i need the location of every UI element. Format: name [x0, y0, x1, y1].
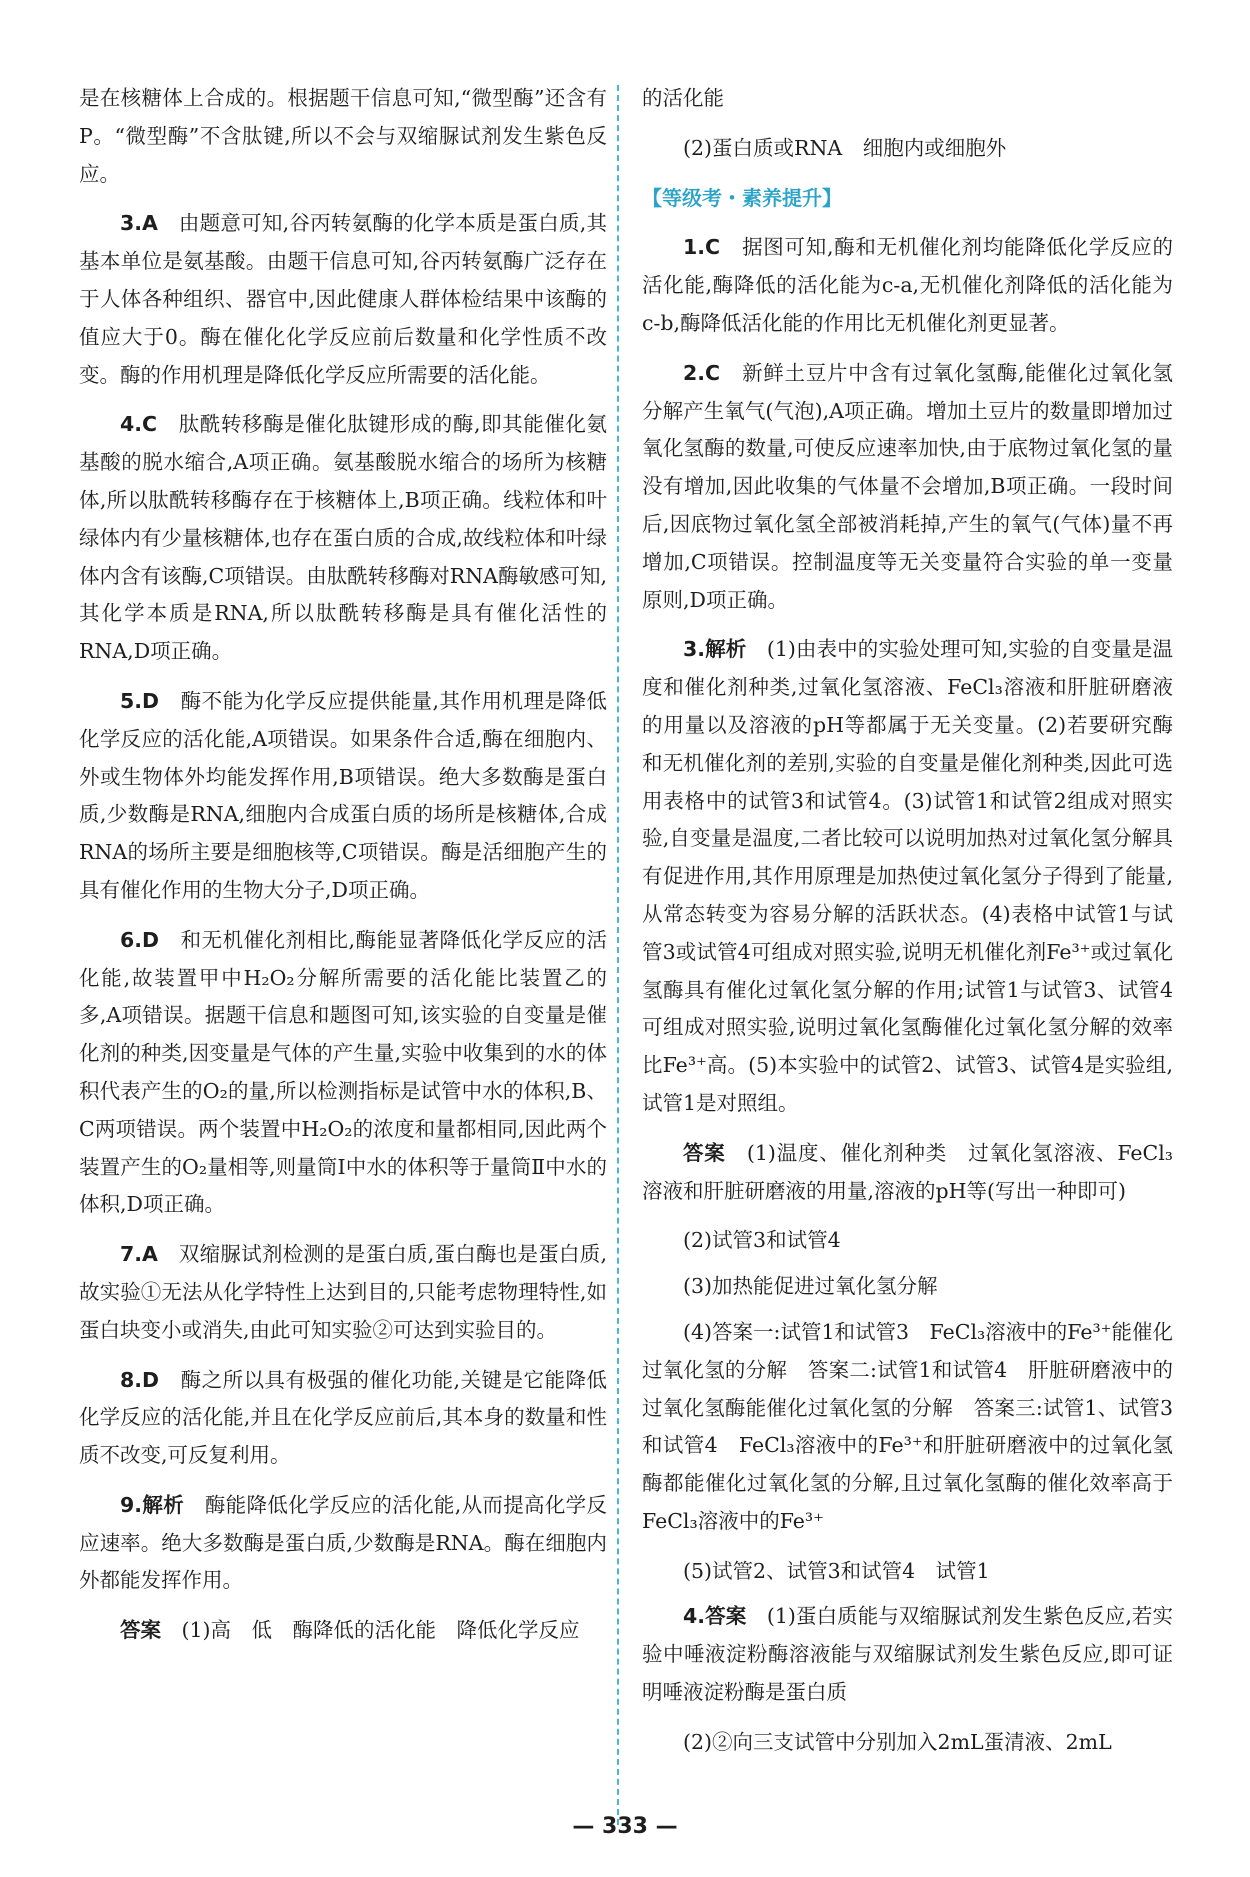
answer-paragraph: [79, 1487, 607, 1600]
section-heading: 【等级考・素养提升】: [642, 185, 842, 210]
column-divider: [617, 85, 619, 1825]
answer-paragraph: [642, 1598, 1173, 1711]
answer-paragraph: [642, 80, 1173, 118]
answer-paragraph: [79, 1612, 607, 1650]
question-number: 3.解析: [683, 637, 747, 662]
answer-paragraph: [79, 1362, 607, 1475]
answer-text: 由题意可知,谷丙转氨酶的化学本质是蛋白质,其基本单位是氨基酸。由题干信息可知,谷丙转氨酶广泛存在于人体各种组织、器官中,因此健康人群体检结果中该酶的值应大于0。酶在催化化学反应前后数量和化学性质不改变。酶的作用机理是降低化学反应所需要的活化能。: [79, 211, 607, 387]
answer-paragraph: [642, 130, 1173, 168]
answer-text: 双缩脲试剂检测的是蛋白质,蛋白酶也是蛋白质,故实验①无法从化学特性上达到目的,只能考虑物理特性,如蛋白块变小或消失,由此可知实验②可达到实验目的。: [79, 1242, 607, 1342]
answer-paragraph: [642, 1314, 1173, 1541]
question-number: 4.答案: [683, 1604, 747, 1629]
answer-text: 酶能降低化学反应的活化能,从而提高化学反应速率。绝大多数酶是蛋白质,少数酶是RNA。酶在细胞内外都能发挥作用。: [79, 1492, 608, 1593]
question-number: 7.A: [120, 1242, 158, 1267]
answer-text: 是在核糖体上合成的。根据题干信息可知,“微型酶”还含有P。“微型酶”不含肽键,所以不会与双缩脲试剂发生紫色反应。: [79, 86, 607, 186]
answer-text: (2)②向三支试管中分别加入2mL蛋清液、2mL: [683, 1729, 1112, 1754]
answer-text: (1)蛋白质能与双缩脲试剂发生紫色反应,若实验中唾液淀粉酶溶液能与双缩脲试剂发生紫色反应,即可证明唾液淀粉酶是蛋白质: [642, 1604, 1173, 1705]
right-column-main: [642, 229, 1173, 1761]
answer-paragraph: [79, 922, 607, 1224]
right-column-top: [642, 80, 1173, 168]
question-number: 答案: [120, 1618, 161, 1643]
question-number: 9.解析: [120, 1492, 185, 1517]
question-number: 1.C: [683, 235, 721, 260]
page-number: — 333 —: [572, 1814, 678, 1839]
answer-text: 酶不能为化学反应提供能量,其作用机理是降低化学反应的活化能,A项错误。如果条件合适,酶在细胞内、外或生物体外均能发挥作用,B项错误。绝大多数酶是蛋白质,少数酶是RNA,细胞内合成蛋白质的场所是核糖体,合成RNA的场所主要是细胞核等,C项错误。酶是活细胞产生的具有催化作用的生物大分子,D项正确。: [79, 688, 608, 902]
answer-paragraph: [642, 631, 1173, 1122]
answer-paragraph: [642, 355, 1173, 620]
question-number: 8.D: [120, 1367, 160, 1392]
answer-paragraph: [79, 406, 607, 671]
answer-text: (3)加热能促进过氧化氢分解: [683, 1274, 938, 1299]
question-number: 2.C: [683, 360, 721, 385]
question-number: 6.D: [120, 927, 160, 952]
question-number: 5.D: [120, 688, 160, 713]
answer-paragraph: [79, 205, 607, 394]
answer-text: 酶之所以具有极强的催化功能,关键是它能降低化学反应的活化能,并且在化学反应前后,其本身的数量和性质不改变,可反复利用。: [79, 1367, 608, 1468]
answer-text: (1)温度、催化剂种类 过氧化氢溶液、FeCl₃溶液和肝脏研磨液的用量,溶液的pH等(写出一种即可): [642, 1140, 1174, 1203]
answer-text: (1)高 低 酶降低的活化能 降低化学反应: [181, 1618, 580, 1643]
question-number: 答案: [683, 1140, 726, 1165]
answer-paragraph: [642, 1553, 1173, 1591]
question-number: 3.A: [120, 211, 158, 236]
answer-text: (1)由表中的实验处理可知,实验的自变量是温度和催化剂种类,过氧化氢溶液、FeCl₃溶液和肝脏研磨液的用量以及溶液的pH等都属于无关变量。(2)若要研究酶和无机催化剂的差别,实验的自变量是催化剂种类,因此可选用表格中的试管3和试管4。(3)试管1和试管2组成对照实验,自变量是温度,二者比较可以说明加热对过氧化氢分解具有促进作用,其作用原理是加热使过氧化氢分子得到了能量,从常态转变为容易分解的活跃状态。(4)表格中试管1与试管3或试管4可组成对照实验,说明无机催化剂Fe³⁺或过氧化氢酶具有催化过氧化氢分解的作用;试管1与试管3、试管4可组成对照实验,说明过氧化氢酶催化过氧化氢分解的效率比Fe³⁺高。(5)本实验中的试管2、试管3、试管4是实验组,试管1是对照组。: [642, 637, 1173, 1115]
answer-text: (2)试管3和试管4: [683, 1228, 841, 1253]
answer-text: (4)答案一:试管1和试管3 FeCl₃溶液中的Fe³⁺能催化过氧化氢的分解 答案二:试管1和试管4 肝脏研磨液中的过氧化氢酶能催化过氧化氢的分解 答案三:试管1、试管3和试管4 FeCl₃溶液中的Fe³⁺和肝脏研磨液中的过氧化氢酶都能催化过氧化氢的分解,且过氧化氢酶的催化效率高于FeCl₃溶液中的Fe³⁺: [642, 1319, 1173, 1533]
answer-text: 和无机催化剂相比,酶能显著降低化学反应的活化能,故装置甲中H₂O₂分解所需要的活化能比装置乙的多,A项错误。据题干信息和题图可知,该实验的自变量是催化剂的种类,因变量是气体的产生量,实验中收集到的水的体积代表产生的O₂的量,所以检测指标是试管中水的体积,B、C两项错误。两个装置中H₂O₂的浓度和量都相同,因此两个装置产生的O₂量相等,则量筒Ⅰ中水的体积等于量筒Ⅱ中水的体积,D项正确。: [79, 927, 608, 1217]
answer-text: 的活化能: [642, 86, 724, 110]
answer-text: 新鲜土豆片中含有过氧化氢酶,能催化过氧化氢分解产生氧气(气泡),A项正确。增加土豆片的数量即增加过氧化氢酶的数量,可使反应速率加快,由于底物过氧化氢的量没有增加,因此收集的气体量不会增加,B项正确。一段时间后,因底物过氧化氢全部被消耗掉,产生的氧气(气体)量不再增加,C项错误。控制温度等无关变量符合实验的单一变量原则,D项正确。: [642, 360, 1174, 612]
answer-text: (5)试管2、试管3和试管4 试管1: [683, 1558, 990, 1583]
answer-paragraph: [642, 1268, 1173, 1306]
question-number: 4.C: [120, 412, 158, 437]
answer-text: 肽酰转移酶是催化肽键形成的酶,即其能催化氨基酸的脱水缩合,A项正确。氨基酸脱水缩合的场所为核糖体,所以肽酰转移酶存在于核糖体上,B项正确。线粒体和叶绿体内有少量核糖体,也存在蛋白质的合成,故线粒体和叶绿体内含有该酶,C项错误。由肽酰转移酶对RNA酶敏感可知,其化学本质是RNA,所以肽酰转移酶是具有催化活性的RNA,D项正确。: [79, 412, 608, 664]
answer-paragraph: [642, 229, 1173, 342]
answer-paragraph: [79, 1236, 607, 1349]
answer-paragraph: [642, 1135, 1173, 1211]
right-column: [642, 80, 1173, 1770]
answer-paragraph: [79, 683, 607, 910]
left-column: [79, 80, 607, 1662]
answer-text: 据图可知,酶和无机催化剂均能降低化学反应的活化能,酶降低的活化能为c-a,无机催化剂降低的活化能为c-b,酶降低活化能的作用比无机催化剂更显著。: [642, 235, 1174, 335]
answer-paragraph: [79, 80, 607, 193]
answer-paragraph: [642, 1724, 1173, 1762]
answer-paragraph: [642, 1222, 1173, 1260]
answer-text: (2)蛋白质或RNA 细胞内或细胞外: [683, 135, 1007, 160]
